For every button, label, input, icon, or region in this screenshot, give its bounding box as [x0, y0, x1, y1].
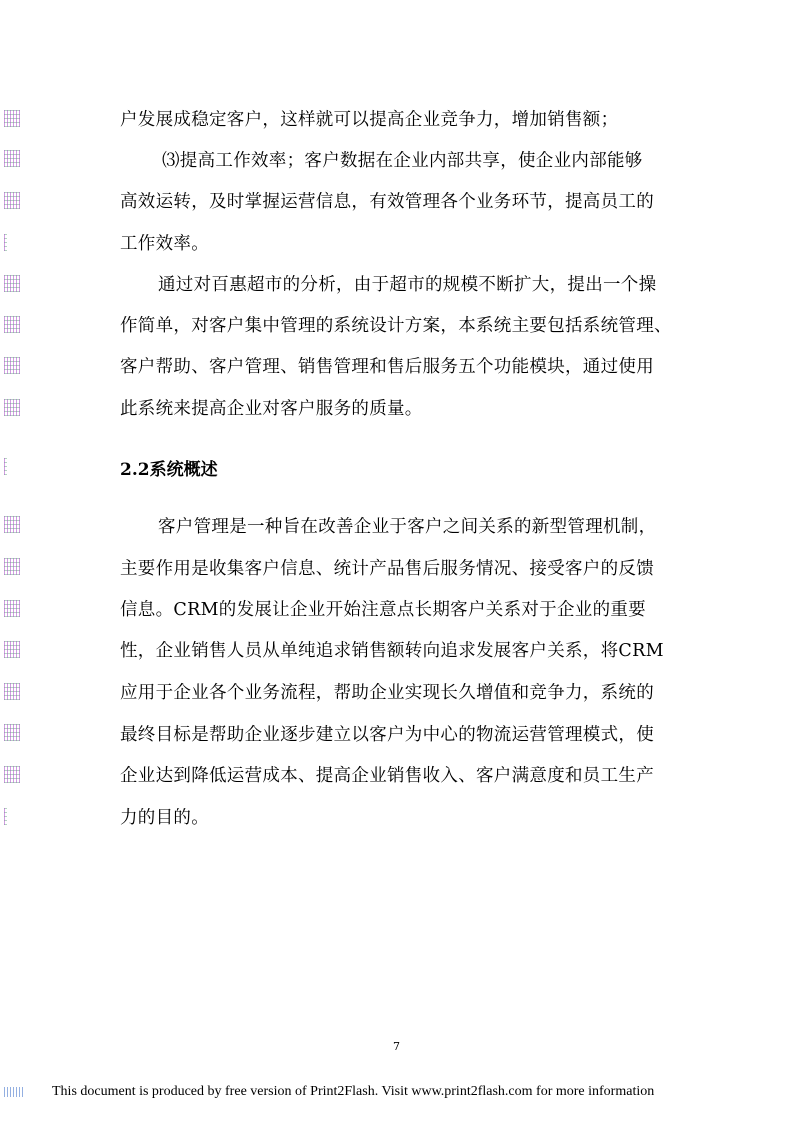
- paragraph-line: 通过对百惠超市的分析，由于超市的规模不断扩大，提出一个操: [158, 275, 657, 295]
- paragraph-line: 应用于企业各个业务流程，帮助企业实现长久增值和竞争力，系统的: [120, 683, 654, 703]
- margin-marker: [4, 234, 7, 251]
- paragraph-line: 作简单，对客户集中管理的系统设计方案，本系统主要包括系统管理、: [120, 316, 672, 336]
- margin-marker: [4, 357, 20, 374]
- margin-marker: [4, 766, 20, 783]
- paragraph-line: 此系统来提高企业对客户服务的质量。: [120, 399, 423, 419]
- paragraph-line: ⑶提高工作效率；客户数据在企业内部共享，使企业内部能够: [162, 151, 643, 171]
- margin-marker: [4, 399, 20, 416]
- paragraph-line: 主要作用是收集客户信息、统计产品售后服务情况、接受客户的反馈: [120, 559, 654, 579]
- margin-marker: [4, 724, 20, 741]
- paragraph-line: 高效运转，及时掌握运营信息，有效管理各个业务环节，提高员工的: [120, 192, 654, 212]
- margin-marker: [4, 808, 7, 825]
- page-number: 7: [393, 1040, 400, 1053]
- section-heading: 2.2系统概述: [120, 460, 218, 480]
- margin-marker: [4, 150, 20, 167]
- paragraph-line: 力的目的。: [120, 808, 209, 828]
- paragraph-line: 工作效率。: [120, 234, 209, 254]
- margin-marker: [4, 316, 20, 333]
- margin-marker: [4, 516, 20, 533]
- paragraph-line: 信息。CRM的发展让企业开始注意点长期客户关系对于企业的重要: [120, 600, 646, 620]
- paragraph-line: 客户帮助、客户管理、销售管理和售后服务五个功能模块，通过使用: [120, 357, 654, 377]
- margin-marker: [4, 458, 7, 475]
- margin-marker: [4, 641, 20, 658]
- margin-marker: [4, 600, 20, 617]
- margin-marker: [4, 110, 20, 127]
- footer-marker: [4, 1087, 24, 1097]
- margin-marker: [4, 192, 20, 209]
- paragraph-line: 性，企业销售人员从单纯追求销售额转向追求发展客户关系，将CRM: [120, 641, 664, 661]
- paragraph-line: 客户管理是一种旨在改善企业于客户之间关系的新型管理机制，: [158, 517, 657, 537]
- footer-notice: This document is produced by free version of Print2Flash. Visit www.print2flash.com for more information: [52, 1084, 655, 1099]
- margin-marker: [4, 558, 20, 575]
- paragraph-line: 最终目标是帮助企业逐步建立以客户为中心的物流运营管理模式，使: [120, 725, 654, 745]
- paragraph-line: 户发展成稳定客户，这样就可以提高企业竞争力，增加销售额；: [120, 110, 619, 130]
- margin-marker: [4, 683, 20, 700]
- paragraph-line: 企业达到降低运营成本、提高企业销售收入、客户满意度和员工生产: [120, 766, 654, 786]
- margin-marker: [4, 275, 20, 292]
